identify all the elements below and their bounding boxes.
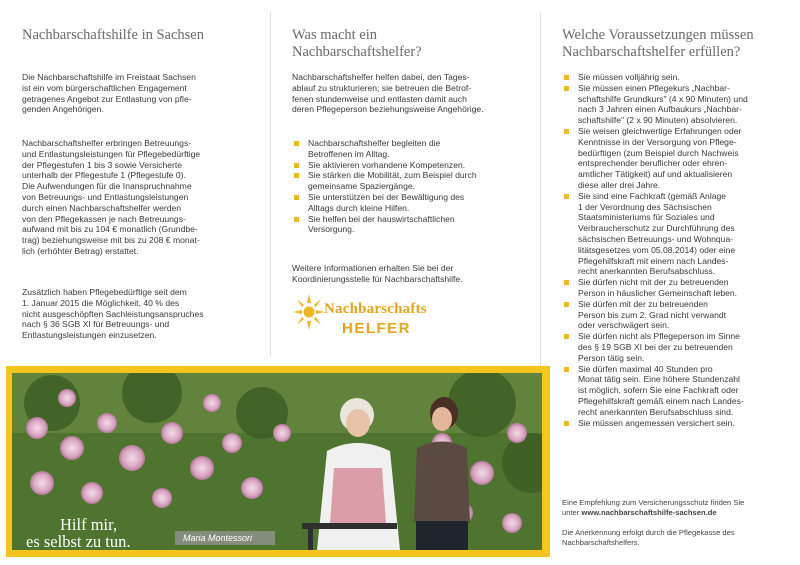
intro-paragraph: Die Nachbarschaftshilfe im Freistaat Sachsen ist ein vom bürgerschaftlichen Engagement getragenes Angebot zur Entlastung von pfle- genden Angehörigen.	[22, 72, 196, 115]
section-title: Was macht ein Nachbarschaftshelfer?	[292, 27, 422, 60]
additional-paragraph: Zusätzlich haben Pflegebedürftige seit dem 1. Januar 2015 die Möglichkeit, 40 % des nicht ausgeschöpften Sachleistungsanspruches nach § 36 SGB XI für Betreuungs- und Entlastungsleistungen einzusetzen.	[22, 287, 204, 341]
list-item: Sie dürfen mit der zu betreuenden Person bis zum 2. Grad nicht verwandt oder verschwägert sein.	[562, 299, 774, 331]
logo-text-top: Nachbarschafts	[324, 301, 427, 317]
list-item: Sie unterstützen bei der Bewältigung des Alltags durch kleine Hilfen.	[292, 192, 514, 214]
montessori-quote: Hilf mir, es selbst zu tun.	[26, 515, 131, 550]
quote-author: Maria Montessori	[175, 531, 275, 545]
list-item: Sie helfen bei der hauswirtschaftlichen Versorgung.	[292, 214, 514, 236]
sun-icon	[292, 292, 328, 332]
logo-text-bottom: HELFER	[342, 320, 411, 337]
recognition-footnote: Die Anerkennung erfolgt durch die Pflegekasse des Nachbarschaftshelfers.	[562, 528, 735, 547]
list-item: Sie stärken die Mobilität, zum Beispiel durch gemeinsame Spaziergänge.	[292, 170, 514, 192]
section-title: Nachbarschaftshilfe in Sachsen	[22, 27, 204, 43]
list-item: Sie sind eine Fachkraft (gemäß Anlage 1 der Verordnung des Sächsischen Staatsministeriums für Soziales und Verbraucherschutz zur Durchführung des sächsischen Betreuungs- und Wohnqua- litätsgesetzes vom 05.08.2014) oder eine Pflegehilfskraft mit einem nach Landes- recht anerkannten Berufsabschluss.	[562, 191, 774, 277]
list-item: Sie dürfen nicht mit der zu betreuenden Person in häuslicher Gemeinschaft leben.	[562, 277, 774, 299]
list-item: Sie dürfen maximal 40 Stunden pro Monat tätig sein. Eine höhere Stundenzahl ist möglich, sofern Sie eine Fachkraft oder Pflegehilfskraft gemäß einem nach Landes- recht anerkannten Berufsabschluss sind.	[562, 364, 774, 418]
list-item: Sie weisen gleichwertige Erfahrungen oder Kenntnisse in der Versorgung von Pflege- bedürftigen (zum Beispiel durch Nachweis entsprechender beruflicher oder ehren- amtlicher Tätigkeit) auf und aktualisieren diese aller drei Jahre.	[562, 126, 774, 191]
insurance-footnote: Eine Empfehlung zum Versicherungsschutz finden Sie unter www.nachbarschaftshilfe-sachsen.de	[562, 498, 745, 517]
nachbarschaftshelfer-logo	[292, 290, 472, 346]
intro-paragraph: Nachbarschaftshelfer helfen dabei, den Tages- ablauf zu strukturieren; sie betreuen die Betrof- fenen stundenweise und entlasten damit auch deren Pflegeperson beziehungsweise Angehörige.	[292, 72, 484, 115]
list-item: Nachbarschaftshelfer begleiten die Betroffenen im Alltag.	[292, 138, 514, 160]
task-list	[292, 138, 514, 235]
section-title: Welche Voraussetzungen müssen Nachbarschaftshelfer erfüllen?	[562, 27, 754, 60]
photo-elderly-woman-with-helper	[12, 373, 542, 550]
requirements-list	[562, 72, 774, 428]
list-item: Sie müssen volljährig sein.	[562, 72, 774, 83]
services-paragraph: Nachbarschaftshelfer erbringen Betreuungs- und Entlastungsleistungen für Pflegebedürftige der Pflegestufen 1 bis 3 sowie Versicherte unterhalb der Pflegestufe 1 (Pflegestufe 0). Die Aufwendungen für die Inanspruchnahme von Betreuungs- und Entlastungsleistungen durch einen Nachbarschaftshelfer werden von den Pflegekassen je nach Betreuungs- aufwand mit bis zu 104 € monatlich (Grundbe- trag) beziehungsweise mit bis zu 208 € monat- lich (erhöhter Betrag) erstattet.	[22, 138, 201, 256]
photo-frame	[6, 366, 550, 557]
list-item: Sie dürfen nicht als Pflegeperson im Sinne des § 19 SGB XI bei der zu betreuenden Person tätig sein.	[562, 331, 774, 363]
website-link[interactable]: www.nachbarschaftshilfe-sachsen.de	[581, 507, 717, 517]
list-item: Sie aktivieren vorhandene Kompetenzen.	[292, 160, 514, 171]
list-item: Sie müssen einen Pflegekurs „Nachbar- schaftshilfe Grundkurs" (4 x 90 Minuten) und nach 3 Jahren einen Aufbaukurs „Nachbar- schaftshilfe" (2 x 90 Minuten) absolvieren.	[562, 83, 774, 126]
list-item: Sie müssen angemessen versichert sein.	[562, 418, 774, 429]
more-info-paragraph: Weitere Informationen erhalten Sie bei der Koordinierungsstelle für Nachbarschaftshilfe.	[292, 263, 463, 284]
